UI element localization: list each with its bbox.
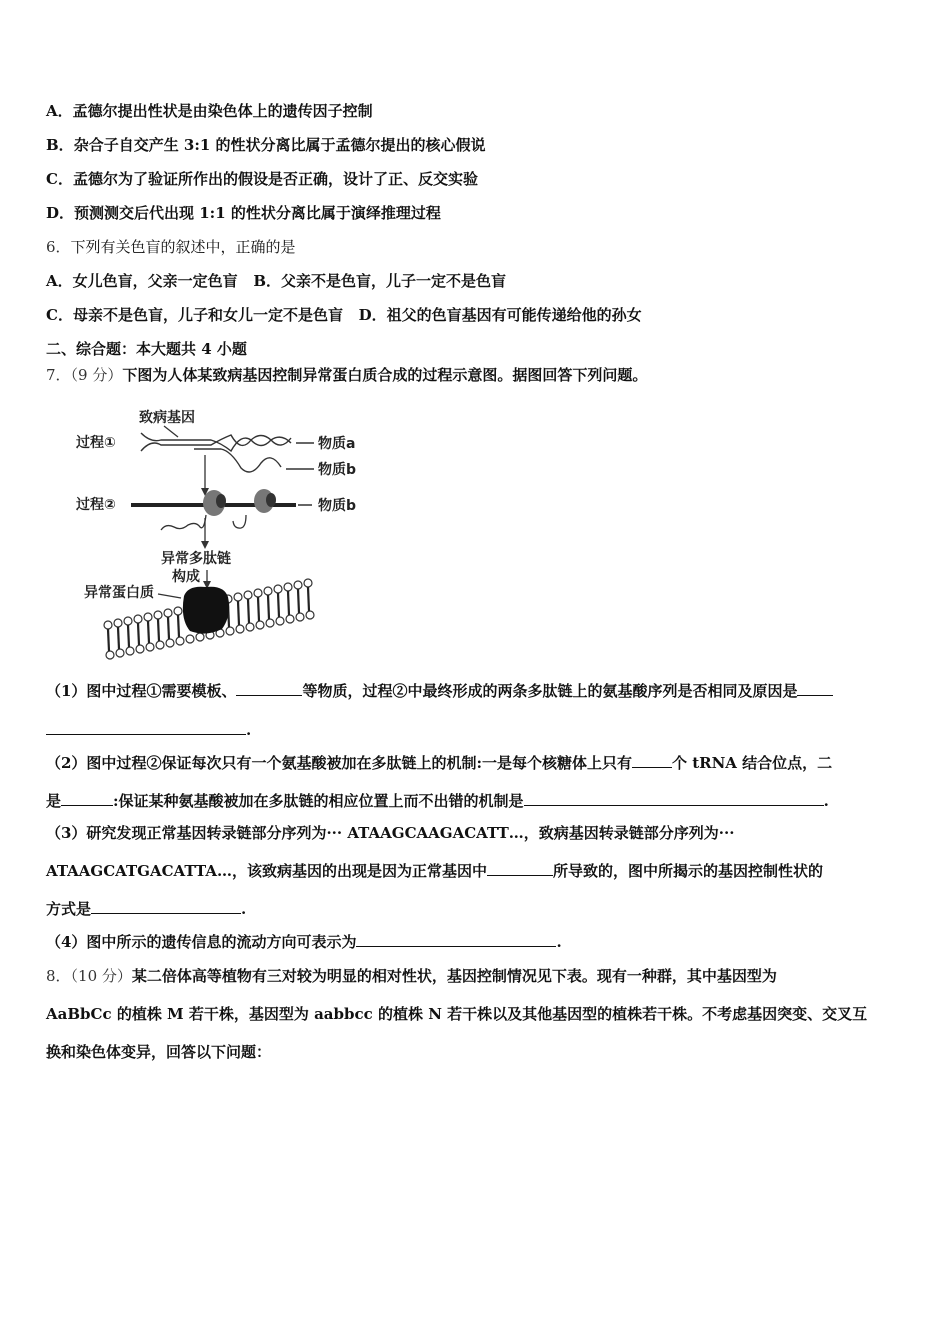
q7-sub3-line2 — [46, 861, 823, 881]
sub2-text-d: :保证某种氨基酸被加在多肽链的相应位置上而不出错的机制是 — [113, 792, 524, 810]
q6-options-ab — [46, 271, 506, 291]
sub2-text-a: （2）图中过程②保证每次只有一个氨基酸被加在多肽链上的机制:一是每个核糖体上只有 — [46, 754, 632, 772]
question-number: 6． — [46, 238, 71, 256]
q7-sub1-line2 — [46, 720, 251, 740]
question-stem: 下图为人体某致病基因控制异常蛋白质合成的过程示意图。据图回答下列问题。 — [122, 366, 648, 384]
q7-stem — [46, 365, 647, 385]
q5-option-c — [46, 169, 478, 189]
answer-blank[interactable] — [797, 681, 833, 696]
polypeptide-label: 异常多肽链 — [161, 551, 231, 567]
period: . — [823, 792, 829, 810]
question-score: （9 分） — [70, 366, 123, 384]
protein-label: 异常蛋白质 — [84, 585, 154, 601]
option-text: 孟德尔为了验证所作出的假设是否正确，设计了正、反交实验 — [72, 170, 478, 188]
sub2-text-c: 是 — [46, 792, 62, 810]
q5-option-b — [46, 135, 486, 155]
sub3-text-b: ATAAGCATGACATTA…，该致病基因的出现是因为正常基因中 — [46, 862, 487, 880]
answer-blank[interactable] — [236, 681, 302, 696]
q8-line1 — [46, 966, 777, 986]
gene-expression-diagram — [46, 393, 356, 663]
answer-blank[interactable] — [524, 791, 824, 806]
option-label: C． — [46, 306, 73, 324]
gene-label: 致病基因 — [139, 410, 195, 426]
q7-sub3-line1: （3）研究发现正常基因转录链部分序列为··· ATAAGCAAGACATT…，致病基因转录链部分序列为··· — [46, 824, 735, 842]
question-score: （10 分） — [70, 967, 132, 985]
substance-a-label: 物质a — [318, 436, 356, 452]
q7-sub3-line3 — [46, 899, 246, 919]
option-label: D． — [46, 204, 75, 222]
abnormal-protein-shape — [183, 587, 229, 634]
option-text: 母亲不是色盲，儿子和女儿一定不是色盲 — [72, 306, 343, 324]
process2-label: 过程② — [76, 497, 116, 513]
option-text: 父亲不是色盲，儿子一定不是色盲 — [281, 272, 507, 290]
section-heading: 二、综合题：本大题共 4 小题 — [46, 340, 247, 358]
option-text: 孟德尔提出性状是由染色体上的遗传因子控制 — [72, 102, 373, 120]
answer-blank[interactable] — [61, 791, 113, 806]
question-stem: 下列有关色盲的叙述中，正确的是 — [70, 238, 296, 256]
option-label: B． — [253, 272, 282, 290]
answer-blank[interactable] — [46, 720, 246, 735]
substance-b-label: 物质b — [318, 462, 356, 478]
answer-blank[interactable] — [487, 861, 553, 876]
sub4-text-a: （4）图中所示的遗传信息的流动方向可表示为 — [46, 933, 357, 951]
q6-options-cd — [46, 305, 642, 325]
process1-label: 过程① — [76, 435, 116, 451]
q7-sub1-line1 — [46, 681, 833, 701]
period: . — [241, 900, 247, 918]
option-label: A． — [46, 272, 73, 290]
q5-option-a — [46, 101, 373, 121]
option-text: 女儿色盲，父亲一定色盲 — [72, 272, 238, 290]
q7-sub2-line1 — [46, 753, 832, 773]
q8-line2: AaBbCc 的植株 M 若干株，基因型为 aabbcc 的植株 N 若干株以及其他基因型的植株若干株。不考虑基因突变、交叉互 — [46, 1005, 868, 1023]
q7-sub4 — [46, 932, 562, 952]
sub3-text-c: 所导致的，图中所揭示的基因控制性状的 — [552, 862, 823, 880]
constitute-label: 构成 — [172, 569, 200, 585]
q8-line3: 换和染色体变异，回答以下问题： — [46, 1043, 272, 1061]
q7-sub2-line2 — [46, 791, 829, 811]
option-label: D． — [358, 306, 387, 324]
sub2-text-b: 个 tRNA 结合位点，二 — [671, 754, 833, 772]
answer-blank[interactable] — [632, 753, 672, 768]
answer-blank[interactable] — [356, 932, 556, 947]
question-number: 8． — [46, 967, 71, 985]
option-label: B． — [46, 136, 74, 154]
q6-stem — [46, 237, 296, 257]
option-text: 杂合子自交产生 3:1 的性状分离比属于孟德尔提出的核心假说 — [73, 136, 486, 154]
question-number: 7． — [46, 366, 71, 384]
option-label: A． — [46, 102, 73, 120]
sub1-text-a: （1）图中过程①需要模板、 — [46, 682, 237, 700]
period: . — [556, 933, 562, 951]
substance-b-label-2: 物质b — [318, 498, 356, 514]
q5-option-d — [46, 203, 441, 223]
period: . — [246, 721, 252, 739]
answer-blank[interactable] — [91, 899, 241, 914]
sub1-text-b: 等物质，过程②中最终形成的两条多肽链上的氨基酸序列是否相同及原因是 — [302, 682, 798, 700]
sub3-text-d: 方式是 — [46, 900, 92, 918]
option-label: C． — [46, 170, 73, 188]
question-stem: 某二倍体高等植物有三对较为明显的相对性状，基因控制情况见下表。现有一种群，其中基因型为 — [131, 967, 777, 985]
option-text: 祖父的色盲基因有可能传递给他的孙女 — [386, 306, 642, 324]
option-text: 预测测交后代出现 1:1 的性状分离比属于演绎推理过程 — [74, 204, 441, 222]
